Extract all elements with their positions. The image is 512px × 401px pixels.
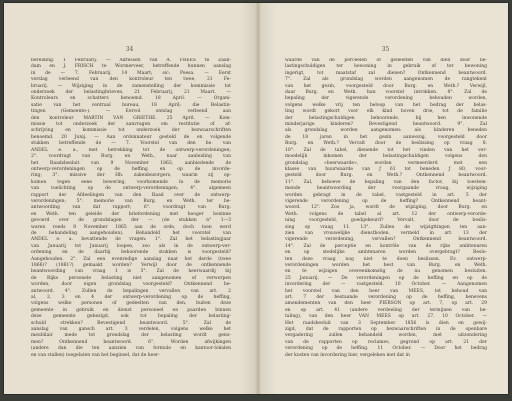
text-line: bruarij. — Wijziging in de zamenstelling der kommissie tot — [31, 83, 231, 89]
text-line: meubilair mede tot grondslag der belasting wordt geno- — [31, 333, 231, 339]
text-line: het voorstel van den heer van MEES, tot behoud van — [285, 288, 487, 294]
text-line: van toelichting op de ontwerp-verordeningen; 4°. algemeen — [31, 186, 231, 192]
text-line: waren reeds 8 November 1865 aan de orde, doch toen werd — [31, 224, 231, 230]
text-line: taling), van den heer VAN MEES op art. 27. 10 October. — — [285, 314, 487, 320]
text-line: bereiding. 1 Februarij. — Adressen van A. FREES te Zaan- — [31, 58, 231, 63]
text-line: lastingschuldigen ter bewoning in gebruik of ter bewoning — [285, 64, 487, 70]
text-line: van Januarij tot Januarij loopen, zoo als in de ontwerp-ver- — [31, 243, 231, 249]
text-line: stukken betreffende de — 7. Voorstel van den he. van — [31, 141, 231, 147]
text-line: satie van het centraal bureau, 18 April; die Belastin- — [31, 102, 231, 108]
text-line: moedelijk inkomen der belastingschuldigen volgens den — [285, 154, 487, 160]
page-number: 35 — [381, 46, 390, 53]
text-line: minderjarige kinderen? Bevestigend beantwoord. 9°. Zal — [285, 122, 487, 128]
text-line: dam en J. FRISCH te Wormerveer, betreffende hunnen aanslag — [31, 64, 231, 70]
text-line: worden, door eigen grondslag voorgesteld? Ontkennend be- — [31, 282, 231, 288]
page-text — [285, 58, 487, 359]
text-line: 1866)? (1861?) gemaakt worden? Verwijl door de ontkennende — [31, 263, 231, 268]
text-line: 11°. Zal, behoeve de bepaling van den factor, bij toestem- — [285, 179, 487, 185]
text-line: en te wijzigen overeenkomstig de nu genomen besluiten. — [285, 269, 487, 275]
text-line: al, 2, 3 en 4 der ontwerp-verordening op de heffing, — [31, 295, 231, 301]
text-line: art. 7 der bestaande verordening op de heffing, benevens — [285, 295, 487, 301]
text-line: aanslag van gansch art. 3 verdelen, volgens welke het — [31, 327, 231, 333]
text-line: ontwerp-verordeningen op de heffing en op de invorde- — [31, 166, 231, 172]
right-page — [263, 3, 508, 394]
text-line: ANDEL e. a. bevattende de vragen: 1°. Zal het belastingjaar — [31, 237, 231, 243]
open-book — [4, 3, 508, 394]
text-line: 25 Januarij. — De verordeningen op de heffing en op de — [285, 275, 487, 281]
text-line: 14°. Zal de perceptie en kontrôle van de rijks ambtenaren — [285, 243, 487, 249]
text-line: zien van vrouwelijke dienstboden, vermeld in art. 13 der — [285, 230, 487, 236]
book-spine — [255, 3, 263, 394]
text-line: worden gebragt in de tabel, vastgesteld in art. 5 der — [285, 192, 487, 198]
text-line: vigerende verordening, vervallen? Ontkennend beantwoord. — [285, 237, 487, 243]
text-line: den kontroleur MARTIN VAN GRIETHE. 25 April. — Kom- — [31, 115, 231, 121]
text-line: klasse van huurwaarde van ƒ 61 tot beneden ƒ 80, voor- — [285, 166, 487, 172]
text-line: tingen (Gemeente-). — Eervol ontslag verleend aan — [31, 109, 231, 115]
text-line: volgens welke vrij ten beloop van het bedrag der belas- — [285, 102, 487, 108]
text-line: ning voorgesteld, goedgekeurd? Vervalt, door de beslis- — [285, 218, 487, 224]
text-line: komen tegen eene bewering, voorkomende in de memorie — [31, 179, 231, 185]
text-line: ingerigt, tot maatstaf zal dienen? Ontkennend beantwoord. — [285, 70, 487, 76]
page-number: 34 — [125, 46, 134, 53]
text-line: beantwoording van vraag 1 is 3°. Zal de heerwaardij bij — [31, 269, 231, 275]
text-line: ten deze vraag nog niet te doen beslissen. Ev. ontwerp- — [285, 256, 487, 262]
text-line: der belastingschuldigen behoorende, bij hen inwonende — [285, 115, 487, 121]
text-line: grondslag «heerwaarde», worden vermeerderd met een — [285, 160, 487, 166]
text-line: Kontroleurs en schatters benoemd. 18 April. — Organi- — [31, 96, 231, 102]
text-line: de Rijks personele belasting niet aangenomen of verworpen — [31, 275, 231, 281]
text-line: mende beantwoording der voorgaande vraag, wijziging — [285, 186, 487, 192]
text-line: benoemd. 20 Junij. — Aan ordonnateur gesteld de en volgende — [31, 134, 231, 140]
page-gutter-shadow — [241, 3, 255, 394]
text-line: rapport der Afdeelingen van den Raad over de ontwerp- — [31, 192, 231, 198]
text-line: 2°. voordragt van Burg. en Weth., naar aanleiding van — [31, 154, 231, 160]
text-line: van het gezin, voorgesteld door Burg. en Weth.? Verwijl, — [285, 83, 487, 89]
text-line: waarde van de perceelen of gedeelten van dien door be- — [285, 58, 487, 63]
text-line: gevoerd over de grondslagen der — (de stukken n° 1—3 — [31, 218, 231, 224]
text-line: het Raadsbesluit van 9 November 1863, aanbiedende de — [31, 160, 231, 166]
text-line: invordering der — vastgesteld. 10 October. — Aangenomen — [285, 282, 487, 288]
text-line: de behandeling aangehouden). Behandeld het voorstel van — [31, 230, 231, 236]
text-line: vigerende verordening op de heffing? Ontkennend beant- — [285, 198, 487, 204]
text-line: zigd, dat de rapporten op bezwaarschriften in de openbare — [285, 327, 487, 333]
text-line: 7°. Zal als grondslag worden aangenomen de rangtekent — [285, 77, 487, 83]
text-line: van de rapporten op reclames, gegrond op art. 21 der — [285, 339, 487, 345]
text-line: deze gemeente gebezigd, ook tot bepaling der belasting- — [31, 314, 231, 320]
text-line: schuld strekken? Bevestigend beantwoord. 5°. Zal de — [31, 320, 231, 326]
text-line: der kosten van invordering hier, vergeleken met dat in — [285, 352, 410, 358]
text-line: als grondslag worden aangenomen: als kinderen beneden — [285, 128, 487, 134]
text-line: missie tot onderzoek der aanvragen om restitutie of af- — [31, 122, 231, 128]
text-line: (andere dan die ten aanzien van formule en kantoor-lokalen — [31, 346, 231, 352]
text-line: sing op vraag 11. 13°. Zullen de wijzigttingen ten aan- — [285, 224, 487, 230]
text-line: en op art. 41 (andere verdeeling der termijnen van be- — [285, 307, 487, 313]
text-line: Weth. volgens de tabel al art. 12 der ontwerp-verorde- — [285, 211, 487, 217]
text-line: daar Burg. en Weth. hun voorstel introkken. 8°. Zal de — [285, 90, 487, 96]
text-line: ring; 3°. missive der Hh. zakenbezorgers, waarin zij op- — [31, 173, 231, 179]
text-line: verordening op de heffing. 11 October. — Door het bedrag — [285, 346, 487, 352]
text-line: en van stallen) toegelaten van het beginsel, dat de heer- — [31, 352, 160, 358]
text-line: Het raadsbesluit van 3 September 1856 is dien en gewij- — [285, 320, 487, 326]
text-line: ting wordt gekort voor elk kind boven drie, tot de familie — [285, 109, 487, 115]
text-line: amendementen van den heer PIERSON op art. 7, op art. 29 — [285, 301, 487, 307]
text-line: gesteld door Burg. en Weth.? Ontkennend beantwoord. — [285, 173, 487, 179]
text-line: de 18 jaren in het gezin aanwezig, voorgesteld door — [285, 134, 487, 140]
text-line: en Weth. ten geleide der briefordening met hooger bezinne — [31, 211, 231, 217]
text-line: ordening en de daarbij behoorende stukken is voorgesteld? — [31, 250, 231, 256]
text-line: Aangehouden. 2°. Zal een evenredige aanslag naar het derde (twee — [31, 256, 231, 262]
text-line: onderzoek der belastingbrieven, 21 Februarij, 21 Maart. — — [31, 90, 231, 96]
text-line: gemeente in gebruik en dienst personeel en paarden binnen — [31, 307, 231, 313]
text-line: schrijving en kommissie tot onderzoek der bezwaarschriften — [31, 128, 231, 134]
text-line: men? Ontkennend beantwoord. 6°. Worden afwijkingen — [31, 339, 231, 345]
text-line: verordeningen worden het best van Burg. en Weth. — [285, 263, 487, 268]
page-gutter-shadow — [263, 3, 277, 394]
text-line: woord. 12°. Zoo ja, wordt de wijziging, door Burg. en — [285, 205, 487, 211]
text-line: en op stedelijke ambtenaren worden overgebragt? Beslo- — [285, 250, 487, 256]
text-line: antwoord. 4°. Zullen de bepalingen vervallen van art. 2 — [31, 288, 231, 294]
page-text — [31, 58, 231, 359]
text-line: Burg. en Weth.? Vervalt door de beslissing op vraag 8. — [285, 141, 487, 147]
left-page — [4, 3, 255, 394]
text-line: antwoording van dat rapport; 6°. voordragt van Burg. — [31, 205, 231, 211]
text-line: verslag verleend van den kontroleur ten twee, 21 Fe- — [31, 77, 231, 83]
text-line: ANDEL e. a., met betrekking tot de ontwerp-verordeningen; — [31, 147, 231, 153]
text-line: bepaling der vigerende verordening behouden worden, — [285, 96, 487, 102]
text-line: verordeningen; 5°. memorie van Burg. en Weth. ter be- — [31, 198, 231, 204]
text-line: 10°. Zal de tabel, dienende tot het vinden van het ver- — [285, 147, 487, 153]
text-line: volgens welke personen of gedeelten van den, buiten deze — [31, 301, 231, 307]
text-line: vergadering zullen behandeld worden, met uitzondering — [285, 333, 487, 339]
text-line: in de — 7. Februarij. 14 Maart; sic: Poesa. — Eerst — [31, 70, 231, 76]
